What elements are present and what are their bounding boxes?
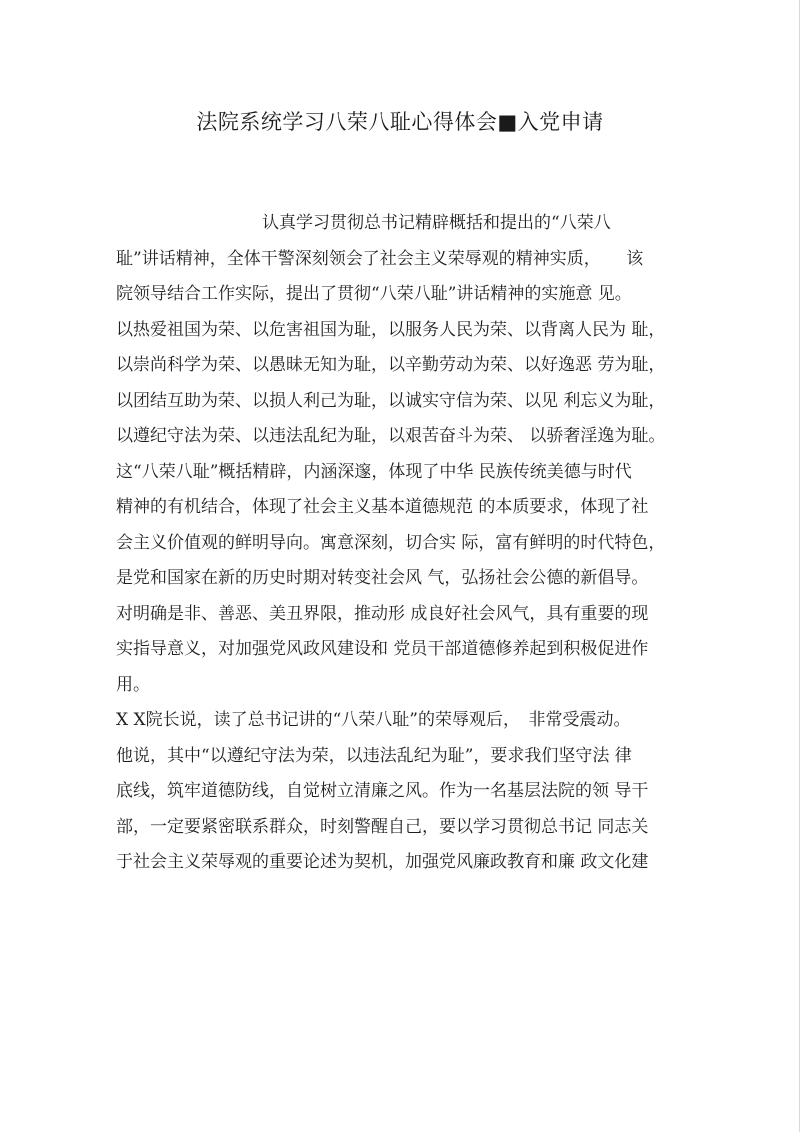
text-line: 对明确是非、善恶、美丑界限，推动形 成良好社会风气，具有重要的现 — [116, 603, 649, 624]
text-line: 部，一定要紧密联系群众，时刻警醒自己，要以学习贯彻总书记 同志关 — [116, 816, 649, 837]
text-line: 院领导结合工作实际，提出了贯彻“八荣八耻”讲话精神的实施意 见。 — [116, 284, 632, 304]
text-line: 以崇尚科学为荣、以愚昧无知为耻，以辛勤劳动为荣、以好逸恶 劳为耻， — [116, 355, 666, 375]
document-title: 法院系统学习八荣八耻心得体会■入党申请 — [196, 110, 604, 134]
text-line: 用。 — [116, 674, 150, 695]
text-line: 底线，筑牢道德防线，自觉树立清廉之风。作为一名基层法院的领 导干 — [116, 781, 649, 801]
text-line: 认真学习贯彻总书记精辟概括和提出的“八荣八 — [262, 213, 611, 233]
text-line: 于社会主义荣辱观的重要论述为契机，加强党风廉政教育和廉 政文化建 — [116, 852, 649, 872]
text-line: 精神的有机结合，体现了社会主义基本道德规范 的本质要求，体现了社 — [116, 497, 649, 517]
text-line: 这“八荣八耻”概括精辟，内涵深邃，体现了中华 民族传统美德与时代 — [116, 461, 632, 482]
text-line: X X院长说，读了总书记讲的“八荣八耻”的荣辱观后， 非常受震动。 — [116, 710, 631, 730]
text-line: 以热爱祖国为荣、以危害祖国为耻，以服务人民为荣、以背离人民为 耻， — [116, 319, 666, 340]
text-line: 是党和国家在新的历史时期对转变社会风 气，弘扬社会公德的新倡导。 — [116, 568, 649, 588]
text-line: 以遵纪守法为荣、以违法乱纪为耻，以艰苦奋斗为荣、 以骄奢淫逸为耻。 — [116, 426, 666, 446]
text-line: 以团结互助为荣、以损人利己为耻，以诚实守信为荣、以见 利忘义为耻， — [116, 390, 666, 411]
text-line: 实指导意义，对加强党风政风建设和 党员干部道德修养起到积极促进作 — [116, 639, 649, 659]
text-line: 会主义价值观的鲜明导向。寓意深刻，切合实 际，富有鲜明的时代特色， — [116, 532, 666, 553]
document-body — [116, 206, 686, 881]
text-line: 他说，其中“以遵纪守法为荣，以违法乱纪为耻”，要求我们坚守法 律 — [116, 745, 632, 766]
text-line: 耻”讲话精神，全体干警深刻领会了社会主义荣辱观的精神实质， 该 — [116, 248, 644, 269]
